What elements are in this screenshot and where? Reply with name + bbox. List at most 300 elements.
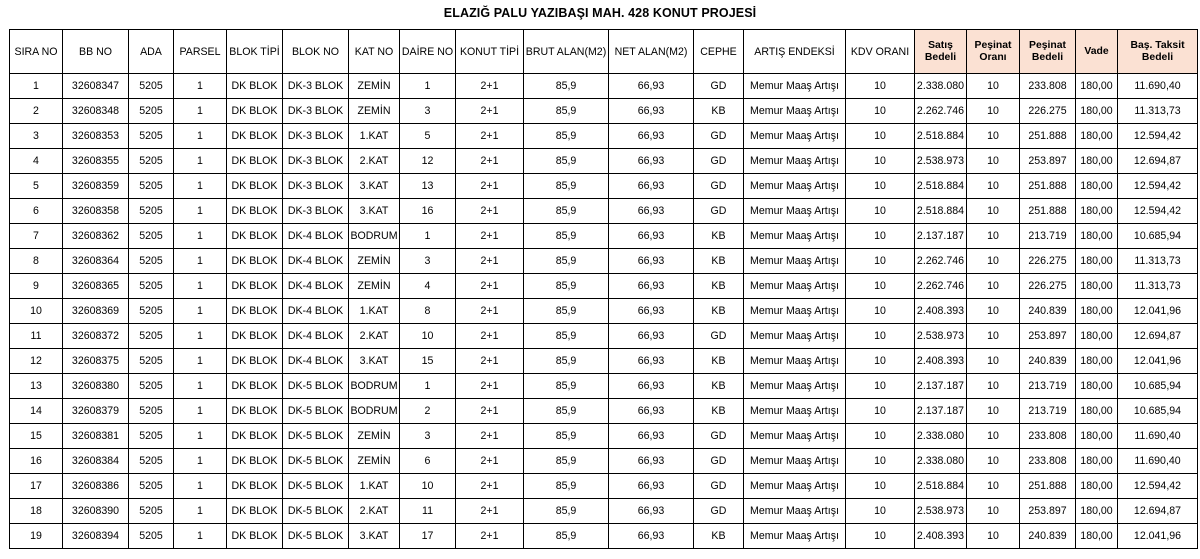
table-cell: DK BLOK: [227, 74, 283, 99]
table-cell: 10: [967, 74, 1020, 99]
table-cell: 1: [174, 149, 227, 174]
col-header: Peşinat Oranı: [967, 30, 1020, 74]
table-cell: 16: [10, 449, 63, 474]
table-cell: 2.518.884: [915, 474, 967, 499]
table-cell: 10: [846, 274, 915, 299]
table-cell: DK BLOK: [227, 474, 283, 499]
table-cell: Memur Maaş Artışı: [744, 249, 846, 274]
table-cell: DK BLOK: [227, 99, 283, 124]
table-cell: 1.KAT: [349, 474, 400, 499]
table-cell: Memur Maaş Artışı: [744, 149, 846, 174]
table-cell: 5205: [129, 374, 174, 399]
table-cell: DK-3 BLOK: [283, 149, 349, 174]
table-cell: 5205: [129, 499, 174, 524]
table-cell: 180,00: [1076, 74, 1118, 99]
table-cell: GD: [694, 149, 744, 174]
table-cell: 10: [846, 374, 915, 399]
table-cell: 2.518.884: [915, 174, 967, 199]
table-row: [10, 399, 1198, 424]
table-cell: 1: [174, 449, 227, 474]
table-cell: DK BLOK: [227, 274, 283, 299]
table-cell: 180,00: [1076, 249, 1118, 274]
table-cell: DK-3 BLOK: [283, 124, 349, 149]
table-cell: 5205: [129, 399, 174, 424]
table-cell: ZEMİN: [349, 249, 400, 274]
table-row: [10, 374, 1198, 399]
table-cell: 85,9: [524, 74, 609, 99]
table-cell: 11.690,40: [1118, 449, 1198, 474]
table-cell: 180,00: [1076, 349, 1118, 374]
table-cell: DK-3 BLOK: [283, 199, 349, 224]
table-cell: 11.313,73: [1118, 249, 1198, 274]
table-cell: 2.538.973: [915, 499, 967, 524]
table-cell: 85,9: [524, 99, 609, 124]
table-cell: 10: [967, 499, 1020, 524]
table-cell: 1: [400, 74, 456, 99]
table-cell: 2.262.746: [915, 274, 967, 299]
table-cell: 180,00: [1076, 149, 1118, 174]
table-cell: 12.694,87: [1118, 499, 1198, 524]
table-cell: ZEMİN: [349, 74, 400, 99]
table-cell: 1: [174, 99, 227, 124]
table-cell: 12: [10, 349, 63, 374]
col-header: ARTIŞ ENDEKSİ: [744, 30, 846, 74]
table-row: [10, 99, 1198, 124]
table-cell: 226.275: [1020, 274, 1076, 299]
table-cell: 10: [846, 424, 915, 449]
table-cell: 5205: [129, 324, 174, 349]
table-cell: 11: [10, 324, 63, 349]
table-cell: 213.719: [1020, 224, 1076, 249]
table-cell: 10: [846, 74, 915, 99]
table-row: [10, 349, 1198, 374]
table-cell: 2.538.973: [915, 324, 967, 349]
table-cell: 66,93: [609, 249, 694, 274]
table-cell: 32608355: [63, 149, 129, 174]
table-cell: 5205: [129, 424, 174, 449]
table-cell: 2.338.080: [915, 424, 967, 449]
table-cell: 5205: [129, 274, 174, 299]
table-cell: Memur Maaş Artışı: [744, 124, 846, 149]
table-cell: Memur Maaş Artışı: [744, 499, 846, 524]
table-cell: Memur Maaş Artışı: [744, 99, 846, 124]
table-cell: Memur Maaş Artışı: [744, 224, 846, 249]
table-cell: 15: [400, 349, 456, 374]
table-cell: DK-3 BLOK: [283, 174, 349, 199]
table-cell: 180,00: [1076, 324, 1118, 349]
table-cell: 2+1: [456, 324, 524, 349]
table-cell: 10: [967, 474, 1020, 499]
table-cell: 10: [967, 149, 1020, 174]
table-cell: 180,00: [1076, 199, 1118, 224]
table-cell: 32608347: [63, 74, 129, 99]
table-cell: 10: [846, 249, 915, 274]
table-cell: 32608364: [63, 249, 129, 274]
table-cell: 2.KAT: [349, 149, 400, 174]
table-cell: 32608348: [63, 99, 129, 124]
table-cell: DK BLOK: [227, 499, 283, 524]
table-cell: 1: [174, 374, 227, 399]
table-cell: 4: [400, 274, 456, 299]
table-cell: 10: [967, 274, 1020, 299]
table-cell: DK-4 BLOK: [283, 299, 349, 324]
table-cell: 2.518.884: [915, 199, 967, 224]
table-cell: Memur Maaş Artışı: [744, 199, 846, 224]
col-header: PARSEL: [174, 30, 227, 74]
table-cell: 12.041,96: [1118, 299, 1198, 324]
table-cell: 8: [10, 249, 63, 274]
table-cell: Memur Maaş Artışı: [744, 474, 846, 499]
table-cell: GD: [694, 424, 744, 449]
table-cell: DK-3 BLOK: [283, 99, 349, 124]
table-cell: Memur Maaş Artışı: [744, 524, 846, 549]
table-cell: GD: [694, 199, 744, 224]
col-header: Vade: [1076, 30, 1118, 74]
table-cell: 10: [967, 374, 1020, 399]
table-cell: 10: [846, 174, 915, 199]
table-cell: 85,9: [524, 249, 609, 274]
col-header: NET ALAN(M2): [609, 30, 694, 74]
table-cell: BODRUM: [349, 399, 400, 424]
table-cell: 2.538.973: [915, 149, 967, 174]
table-cell: 2+1: [456, 499, 524, 524]
table-cell: 251.888: [1020, 124, 1076, 149]
table-cell: 32608386: [63, 474, 129, 499]
table-cell: 10: [967, 249, 1020, 274]
table-cell: 10: [846, 399, 915, 424]
table-cell: 180,00: [1076, 274, 1118, 299]
table-cell: 10: [846, 349, 915, 374]
table-cell: 10: [846, 124, 915, 149]
table-cell: 66,93: [609, 474, 694, 499]
table-cell: 1: [174, 274, 227, 299]
table-cell: 3.KAT: [349, 174, 400, 199]
table-cell: Memur Maaş Artışı: [744, 349, 846, 374]
table-cell: KB: [694, 299, 744, 324]
table-cell: 3.KAT: [349, 349, 400, 374]
table-cell: 12.041,96: [1118, 524, 1198, 549]
table-cell: 10: [846, 99, 915, 124]
table-cell: 10.685,94: [1118, 224, 1198, 249]
table-cell: DK BLOK: [227, 374, 283, 399]
table-cell: DK-5 BLOK: [283, 449, 349, 474]
header-row: [10, 30, 1198, 74]
table-cell: 10: [400, 324, 456, 349]
table-cell: 66,93: [609, 149, 694, 174]
col-header: SIRA NO: [10, 30, 63, 74]
table-cell: 32608353: [63, 124, 129, 149]
table-cell: 2.408.393: [915, 524, 967, 549]
table-cell: 85,9: [524, 399, 609, 424]
table-cell: 2.262.746: [915, 99, 967, 124]
table-cell: DK-5 BLOK: [283, 374, 349, 399]
table-cell: 5205: [129, 99, 174, 124]
table-cell: 10: [967, 349, 1020, 374]
table-cell: 11: [400, 499, 456, 524]
table-cell: 253.897: [1020, 324, 1076, 349]
table-cell: GD: [694, 74, 744, 99]
table-cell: DK BLOK: [227, 224, 283, 249]
table-cell: 5205: [129, 74, 174, 99]
table-cell: ZEMİN: [349, 424, 400, 449]
table-cell: 213.719: [1020, 399, 1076, 424]
table-cell: GD: [694, 449, 744, 474]
table-cell: 85,9: [524, 374, 609, 399]
table-cell: 1: [174, 524, 227, 549]
table-cell: 1: [174, 174, 227, 199]
table-cell: Memur Maaş Artışı: [744, 374, 846, 399]
table-cell: 5205: [129, 449, 174, 474]
table-cell: DK BLOK: [227, 349, 283, 374]
table-cell: 66,93: [609, 124, 694, 149]
table-cell: 2+1: [456, 299, 524, 324]
table-cell: DK-5 BLOK: [283, 524, 349, 549]
table-cell: 19: [10, 524, 63, 549]
table-cell: 226.275: [1020, 99, 1076, 124]
table-cell: 1: [174, 349, 227, 374]
table-cell: 5205: [129, 224, 174, 249]
table-cell: 10: [846, 299, 915, 324]
table-cell: 2.137.187: [915, 399, 967, 424]
table-cell: 251.888: [1020, 199, 1076, 224]
table-cell: 5205: [129, 249, 174, 274]
table-cell: 233.808: [1020, 74, 1076, 99]
table-cell: 11.690,40: [1118, 74, 1198, 99]
table-cell: DK-4 BLOK: [283, 224, 349, 249]
table-cell: 2.338.080: [915, 449, 967, 474]
col-header: Peşinat Bedeli: [1020, 30, 1076, 74]
table-cell: 10: [967, 199, 1020, 224]
table-cell: 10: [846, 499, 915, 524]
table-cell: 5205: [129, 474, 174, 499]
table-cell: DK BLOK: [227, 299, 283, 324]
table-cell: 1: [174, 324, 227, 349]
table-cell: GD: [694, 474, 744, 499]
table-cell: 5205: [129, 349, 174, 374]
table-row: [10, 74, 1198, 99]
table-cell: 251.888: [1020, 174, 1076, 199]
table-cell: DK-5 BLOK: [283, 399, 349, 424]
table-cell: BODRUM: [349, 374, 400, 399]
table-cell: DK-4 BLOK: [283, 249, 349, 274]
table-cell: 180,00: [1076, 99, 1118, 124]
table-cell: 226.275: [1020, 249, 1076, 274]
table-cell: 5: [400, 124, 456, 149]
table-cell: 2+1: [456, 274, 524, 299]
col-header: BB NO: [63, 30, 129, 74]
table-cell: 2+1: [456, 349, 524, 374]
table-cell: Memur Maaş Artışı: [744, 174, 846, 199]
table-cell: 7: [10, 224, 63, 249]
table-cell: DK-5 BLOK: [283, 474, 349, 499]
table-cell: 4: [10, 149, 63, 174]
table-cell: 2+1: [456, 449, 524, 474]
col-header: BRUT ALAN(M2): [524, 30, 609, 74]
table-cell: Memur Maaş Artışı: [744, 299, 846, 324]
table-cell: 85,9: [524, 174, 609, 199]
table-cell: 2.137.187: [915, 374, 967, 399]
table-cell: 2+1: [456, 424, 524, 449]
table-cell: 3: [400, 99, 456, 124]
table-cell: 2.262.746: [915, 249, 967, 274]
table-cell: DK-5 BLOK: [283, 424, 349, 449]
table-cell: DK BLOK: [227, 174, 283, 199]
table-row: [10, 424, 1198, 449]
table-cell: 85,9: [524, 274, 609, 299]
table-cell: 1: [174, 399, 227, 424]
table-cell: 66,93: [609, 299, 694, 324]
table-cell: DK-3 BLOK: [283, 74, 349, 99]
table-cell: 14: [10, 399, 63, 424]
table-row: [10, 324, 1198, 349]
table-cell: 1: [400, 374, 456, 399]
table-cell: 233.808: [1020, 424, 1076, 449]
table-cell: 2+1: [456, 224, 524, 249]
table-cell: 10: [967, 424, 1020, 449]
table-cell: 66,93: [609, 499, 694, 524]
table-cell: 12: [400, 149, 456, 174]
table-cell: 2+1: [456, 374, 524, 399]
table-cell: Memur Maaş Artışı: [744, 324, 846, 349]
table-row: [10, 199, 1198, 224]
table-cell: KB: [694, 274, 744, 299]
table-cell: 85,9: [524, 449, 609, 474]
table-cell: 2+1: [456, 474, 524, 499]
table-cell: 12.594,42: [1118, 199, 1198, 224]
table-cell: 180,00: [1076, 299, 1118, 324]
table-cell: DK BLOK: [227, 124, 283, 149]
table-cell: 2.137.187: [915, 224, 967, 249]
table-cell: 180,00: [1076, 374, 1118, 399]
table-cell: 13: [10, 374, 63, 399]
table-cell: 66,93: [609, 174, 694, 199]
table-cell: 85,9: [524, 524, 609, 549]
table-cell: 66,93: [609, 74, 694, 99]
table-cell: 251.888: [1020, 474, 1076, 499]
table-cell: 1: [174, 474, 227, 499]
table-cell: DK-4 BLOK: [283, 349, 349, 374]
table-row: [10, 524, 1198, 549]
table-cell: 253.897: [1020, 149, 1076, 174]
table-cell: 3: [400, 249, 456, 274]
table-cell: 2+1: [456, 199, 524, 224]
table-cell: ZEMİN: [349, 274, 400, 299]
document-title: ELAZIĞ PALU YAZIBAŞI MAH. 428 KONUT PROJESİ: [443, 6, 757, 20]
table-cell: Memur Maaş Artışı: [744, 274, 846, 299]
table-cell: 10: [846, 524, 915, 549]
col-header: BLOK TİPİ: [227, 30, 283, 74]
table-cell: 66,93: [609, 349, 694, 374]
table-cell: 10.685,94: [1118, 374, 1198, 399]
table-cell: 180,00: [1076, 424, 1118, 449]
col-header: DAİRE NO: [400, 30, 456, 74]
table-cell: 66,93: [609, 424, 694, 449]
table-cell: 10: [967, 524, 1020, 549]
table-cell: 5205: [129, 299, 174, 324]
table-cell: 5205: [129, 199, 174, 224]
table-cell: GD: [694, 124, 744, 149]
col-header: KDV ORANI: [846, 30, 915, 74]
table-cell: 66,93: [609, 524, 694, 549]
table-cell: 32608359: [63, 174, 129, 199]
table-cell: 5205: [129, 149, 174, 174]
table-cell: 32608375: [63, 349, 129, 374]
table-cell: 10: [967, 324, 1020, 349]
table-cell: 3: [400, 424, 456, 449]
table-cell: 17: [400, 524, 456, 549]
table-cell: 2+1: [456, 74, 524, 99]
table-row: [10, 149, 1198, 174]
table-cell: DK BLOK: [227, 249, 283, 274]
table-row: [10, 499, 1198, 524]
table-cell: 180,00: [1076, 499, 1118, 524]
table-cell: 2: [400, 399, 456, 424]
table-cell: ZEMİN: [349, 449, 400, 474]
table-cell: 12.694,87: [1118, 149, 1198, 174]
table-cell: 11.313,73: [1118, 274, 1198, 299]
table-cell: DK BLOK: [227, 449, 283, 474]
table-cell: 10: [967, 449, 1020, 474]
table-cell: 12.694,87: [1118, 324, 1198, 349]
table-cell: DK-4 BLOK: [283, 324, 349, 349]
table-cell: 2+1: [456, 99, 524, 124]
table-cell: 6: [400, 449, 456, 474]
table-cell: KB: [694, 374, 744, 399]
table-cell: 3: [10, 124, 63, 149]
table-cell: 66,93: [609, 274, 694, 299]
table-cell: Memur Maaş Artışı: [744, 449, 846, 474]
table-cell: 10: [967, 124, 1020, 149]
table-cell: 10: [846, 324, 915, 349]
table-cell: 2.KAT: [349, 324, 400, 349]
table-cell: DK BLOK: [227, 149, 283, 174]
table-cell: ZEMİN: [349, 99, 400, 124]
table-cell: GD: [694, 174, 744, 199]
table-cell: BODRUM: [349, 224, 400, 249]
table-cell: 2+1: [456, 174, 524, 199]
col-header: BLOK NO: [283, 30, 349, 74]
table-cell: 85,9: [524, 324, 609, 349]
table-cell: 12.594,42: [1118, 174, 1198, 199]
table-cell: 1: [400, 224, 456, 249]
table-cell: DK-4 BLOK: [283, 274, 349, 299]
table-cell: 10: [846, 449, 915, 474]
table-cell: 66,93: [609, 199, 694, 224]
table-cell: 32608369: [63, 299, 129, 324]
table-cell: 32608394: [63, 524, 129, 549]
col-header: CEPHE: [694, 30, 744, 74]
table-cell: Memur Maaş Artışı: [744, 424, 846, 449]
table-cell: DK BLOK: [227, 199, 283, 224]
table-cell: 2+1: [456, 124, 524, 149]
table-row: [10, 174, 1198, 199]
table-cell: 85,9: [524, 474, 609, 499]
table-cell: 1: [174, 199, 227, 224]
table-cell: 2+1: [456, 249, 524, 274]
table-cell: DK BLOK: [227, 324, 283, 349]
table-cell: 10: [846, 474, 915, 499]
table-cell: 12.041,96: [1118, 349, 1198, 374]
table-cell: 17: [10, 474, 63, 499]
table-cell: Memur Maaş Artışı: [744, 399, 846, 424]
table-cell: 10: [400, 474, 456, 499]
table-cell: 1: [174, 74, 227, 99]
table-cell: 15: [10, 424, 63, 449]
table-cell: 32608358: [63, 199, 129, 224]
table-cell: 32608390: [63, 499, 129, 524]
table-cell: KB: [694, 399, 744, 424]
table-cell: 32608365: [63, 274, 129, 299]
